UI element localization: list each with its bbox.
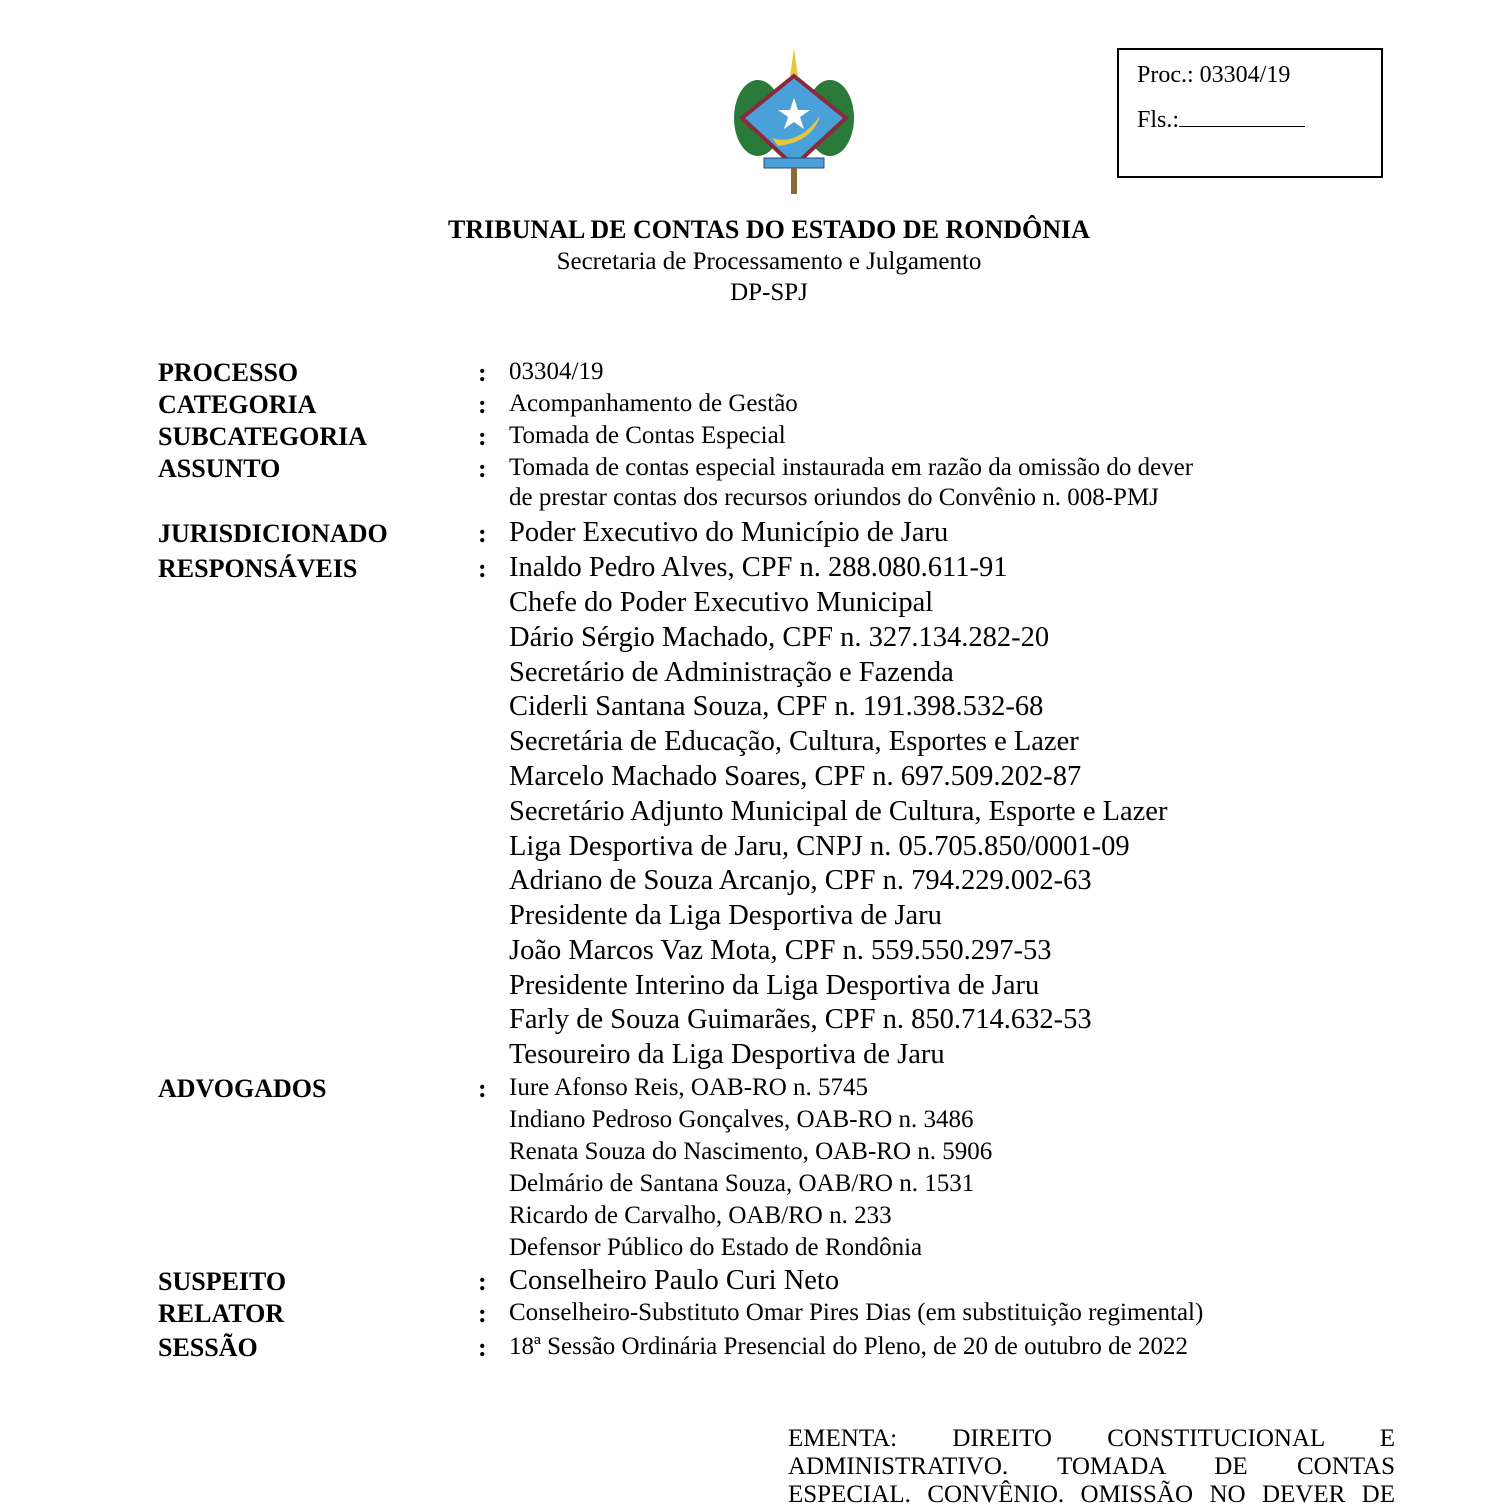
field-label: CATEGORIA — [158, 390, 317, 419]
field-value: Conselheiro-Substituto Omar Pires Dias (em substituição regimental) — [509, 1299, 1204, 1326]
field-value: Presidente Interino da Liga Desportiva de Jaru — [509, 970, 1040, 1001]
field-label: RELATOR — [158, 1299, 285, 1328]
field-value: 03304/19 — [509, 358, 604, 385]
field-colon: : — [478, 454, 487, 483]
field-label: SUSPEITO — [158, 1267, 287, 1296]
field-value: Dário Sérgio Machado, CPF n. 327.134.282-20 — [509, 622, 1050, 653]
field-value: Liga Desportiva de Jaru, CNPJ n. 05.705.850/0001-09 — [509, 831, 1130, 862]
institution-subtitle: Secretaria de Processamento e Julgamento — [556, 248, 982, 275]
field-value: Indiano Pedroso Gonçalves, OAB-RO n. 3486 — [509, 1106, 974, 1133]
field-colon: : — [478, 390, 487, 419]
field-colon: : — [478, 422, 487, 451]
field-value: Poder Executivo do Município de Jaru — [509, 517, 949, 548]
field-value: Tomada de Contas Especial — [509, 422, 786, 449]
field-value: Iure Afonso Reis, OAB-RO n. 5745 — [509, 1074, 869, 1101]
field-value: Secretário de Administração e Fazenda — [509, 657, 954, 688]
field-value: Adriano de Souza Arcanjo, CPF n. 794.229.002-63 — [509, 865, 1092, 896]
field-value: de prestar contas dos recursos oriundos do Convênio n. 008-PMJ — [509, 484, 1159, 511]
state-coat-of-arms — [728, 46, 860, 198]
field-value: Farly de Souza Guimarães, CPF n. 850.714.632-53 — [509, 1004, 1092, 1035]
field-value: Ciderli Santana Souza, CPF n. 191.398.532-68 — [509, 691, 1044, 722]
field-label: SESSÃO — [158, 1333, 258, 1362]
ementa-line: ADMINISTRATIVO. TOMADA DE CONTAS — [788, 1453, 1395, 1480]
field-value: Ricardo de Carvalho, OAB/RO n. 233 — [509, 1202, 892, 1229]
field-colon: : — [478, 1299, 487, 1328]
ementa-line: ESPECIAL. CONVÊNIO. OMISSÃO NO DEVER DE — [788, 1481, 1395, 1508]
field-value: Delmário de Santana Souza, OAB/RO n. 1531 — [509, 1170, 975, 1197]
field-colon: : — [478, 1333, 487, 1362]
process-number: Proc.: 03304/19 — [1137, 62, 1291, 88]
field-label: SUBCATEGORIA — [158, 422, 368, 451]
field-value: Secretário Adjunto Municipal de Cultura, Esporte e Lazer — [509, 796, 1168, 827]
field-value: Tesoureiro da Liga Desportiva de Jaru — [509, 1039, 945, 1070]
field-label: ADVOGADOS — [158, 1074, 327, 1103]
field-value: Inaldo Pedro Alves, CPF n. 288.080.611-91 — [509, 552, 1008, 583]
field-value: 18ª Sessão Ordinária Presencial do Pleno, de 20 de outubro de 2022 — [509, 1333, 1188, 1360]
process-stamp-box — [1117, 48, 1383, 178]
sheet-blank-line — [1179, 106, 1305, 127]
field-label: RESPONSÁVEIS — [158, 554, 358, 583]
field-value: Presidente da Liga Desportiva de Jaru — [509, 900, 942, 931]
ementa-line: EMENTA: DIREITO CONSTITUCIONAL E — [788, 1425, 1395, 1452]
sheet-label: Fls.: — [1137, 107, 1180, 133]
field-value: Marcelo Machado Soares, CPF n. 697.509.202-87 — [509, 761, 1082, 792]
field-value: Conselheiro Paulo Curi Neto — [509, 1265, 840, 1296]
field-colon: : — [478, 554, 487, 583]
field-label: ASSUNTO — [158, 454, 281, 483]
field-label: PROCESSO — [158, 358, 299, 387]
field-value: Secretária de Educação, Cultura, Esportes e Lazer — [509, 726, 1079, 757]
field-value: Renata Souza do Nascimento, OAB-RO n. 5906 — [509, 1138, 993, 1165]
field-colon: : — [478, 1267, 487, 1296]
field-colon: : — [478, 1074, 487, 1103]
sheet-number — [1137, 106, 1305, 134]
field-colon: : — [478, 358, 487, 387]
field-value: João Marcos Vaz Mota, CPF n. 559.550.297-53 — [509, 935, 1052, 966]
field-value: Chefe do Poder Executivo Municipal — [509, 587, 934, 618]
field-label: JURISDICIONADO — [158, 519, 388, 548]
department: DP-SPJ — [730, 279, 808, 306]
institution-title: TRIBUNAL DE CONTAS DO ESTADO DE RONDÔNIA — [448, 215, 1090, 244]
field-colon: : — [478, 519, 487, 548]
field-value: Defensor Público do Estado de Rondônia — [509, 1234, 923, 1261]
field-value: Acompanhamento de Gestão — [509, 390, 798, 417]
field-value: Tomada de contas especial instaurada em razão da omissão do dever — [509, 454, 1194, 481]
